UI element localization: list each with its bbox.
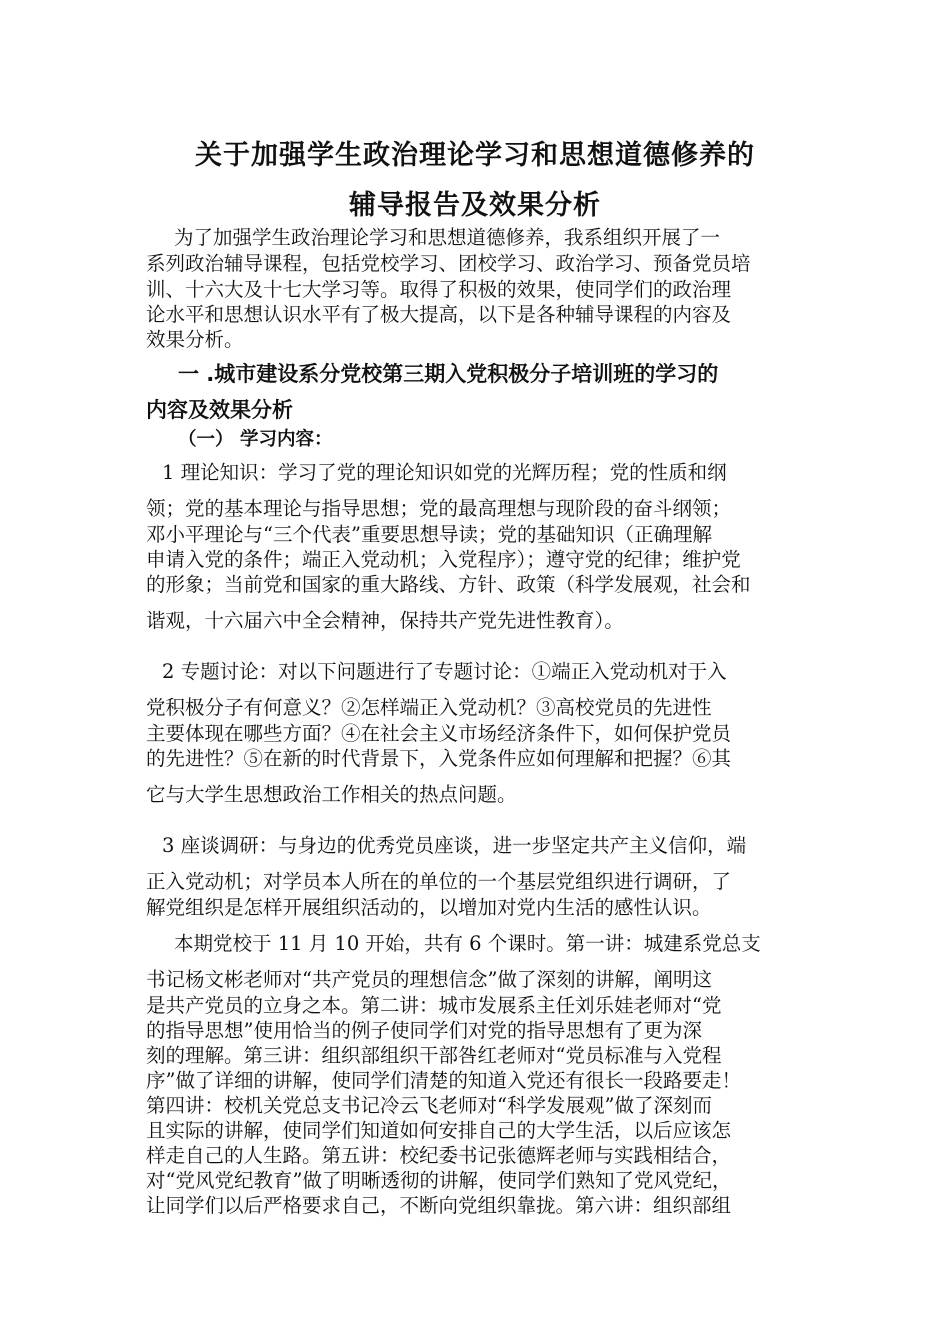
item-1-line: 邓小平理论与“三个代表”重要思想导读；党的基础知识（正确理解: [146, 523, 712, 546]
section-heading: 内容及效果分析: [146, 398, 293, 422]
item-1-line: 的形象；当前党和国家的重大路线、方针、政策（科学发展观，社会和: [146, 573, 751, 596]
item-3-line: 正入党动机；对学员本人所在的单位的一个基层党组织进行调研，了: [146, 870, 732, 893]
item-3-line: 解党组织是怎样开展组织活动的，以增加对党内生活的感性认识。: [146, 896, 712, 919]
lectures-line: 序”做了详细的讲解，使同学们清楚的知道入党还有很长一段路要走！: [146, 1069, 741, 1092]
lectures-line: 让同学们以后严格要求自己，不断向党组织靠拢。第六讲：组织部组: [146, 1194, 732, 1217]
item-2-line: 它与大学生思想政治工作相关的热点问题。: [146, 783, 517, 806]
intro-line: 论水平和思想认识水平有了极大提高，以下是各种辅导课程的内容及: [146, 303, 732, 326]
subsection-heading: （一） 学习内容：: [178, 429, 333, 450]
item-1-line: 1 理论知识：学习了党的理论知识如党的光辉历程；党的性质和纲: [162, 461, 727, 484]
item-2-line: 2 专题讨论：对以下问题进行了专题讨论：①端正入党动机对于入: [162, 660, 727, 683]
section-heading: 一 .城市建设系分党校第三期入党积极分子培训班的学习的: [178, 362, 719, 386]
intro-line: 训、十六大及十七大学习等。取得了积极的效果，使同学们的政治理: [146, 278, 732, 301]
item-2-line: 主要体现在哪些方面？④在社会主义市场经济条件下，如何保护党员: [146, 722, 732, 745]
lectures-line: 的指导思想”使用恰当的例子使同学们对党的指导思想有了更为深: [146, 1019, 702, 1042]
intro-line: 系列政治辅导课程，包括党校学习、团校学习、政治学习、预备党员培: [146, 252, 751, 275]
document-title-line-1: 关于加强学生政治理论学习和思想道德修养的: [195, 140, 755, 171]
item-1-line: 申请入党的条件；端正入党动机；入党程序）；遵守党的纪律；维护党: [146, 548, 741, 571]
document-title-line-2: 辅导报告及效果分析: [349, 190, 601, 221]
item-1-line: 领；党的基本理论与指导思想；党的最高理想与现阶段的奋斗纲领；: [146, 497, 732, 520]
item-2-line: 党积极分子有何意义？②怎样端正入党动机？③高校党员的先进性: [146, 696, 712, 719]
lectures-line: 样走自己的人生路。第五讲：校纪委书记张德辉老师与实践相结合，: [146, 1144, 732, 1167]
lectures-line: 书记杨文彬老师对“共产党员的理想信念”做了深刻的讲解，阐明这: [146, 968, 712, 991]
item-2-line: 的先进性？⑤在新的时代背景下，入党条件应如何理解和把握？⑥其: [146, 747, 732, 770]
lectures-line: 第四讲：校机关党总支书记冷云飞老师对“科学发展观”做了深刻而: [146, 1094, 712, 1117]
item-1-line: 谐观，十六届六中全会精神，保持共产党先进性教育）。: [146, 609, 624, 632]
intro-line: 效果分析。: [146, 328, 244, 351]
item-3-line: 3 座谈调研：与身边的优秀党员座谈，进一步坚定共产主义信仰，端: [162, 834, 747, 857]
lectures-line: 本期党校于 11 月 10 开始，共有 6 个课时。第一讲：城建系党总支: [174, 932, 761, 955]
lectures-line: 刻的理解。第三讲：组织部组织干部咎红老师对“党员标准与入党程: [146, 1044, 722, 1067]
intro-line: 为了加强学生政治理论学习和思想道德修养，我系组织开展了一: [174, 226, 721, 249]
lectures-line: 是共产党员的立身之本。第二讲：城市发展系主任刘乐娃老师对“党: [146, 994, 722, 1017]
lectures-line: 且实际的讲解，使同学们知道如何安排自己的大学生活，以后应该怎: [146, 1119, 732, 1142]
lectures-line: 对“党风党纪教育”做了明晰透彻的讲解，使同学们熟知了党风党纪，: [146, 1169, 732, 1192]
